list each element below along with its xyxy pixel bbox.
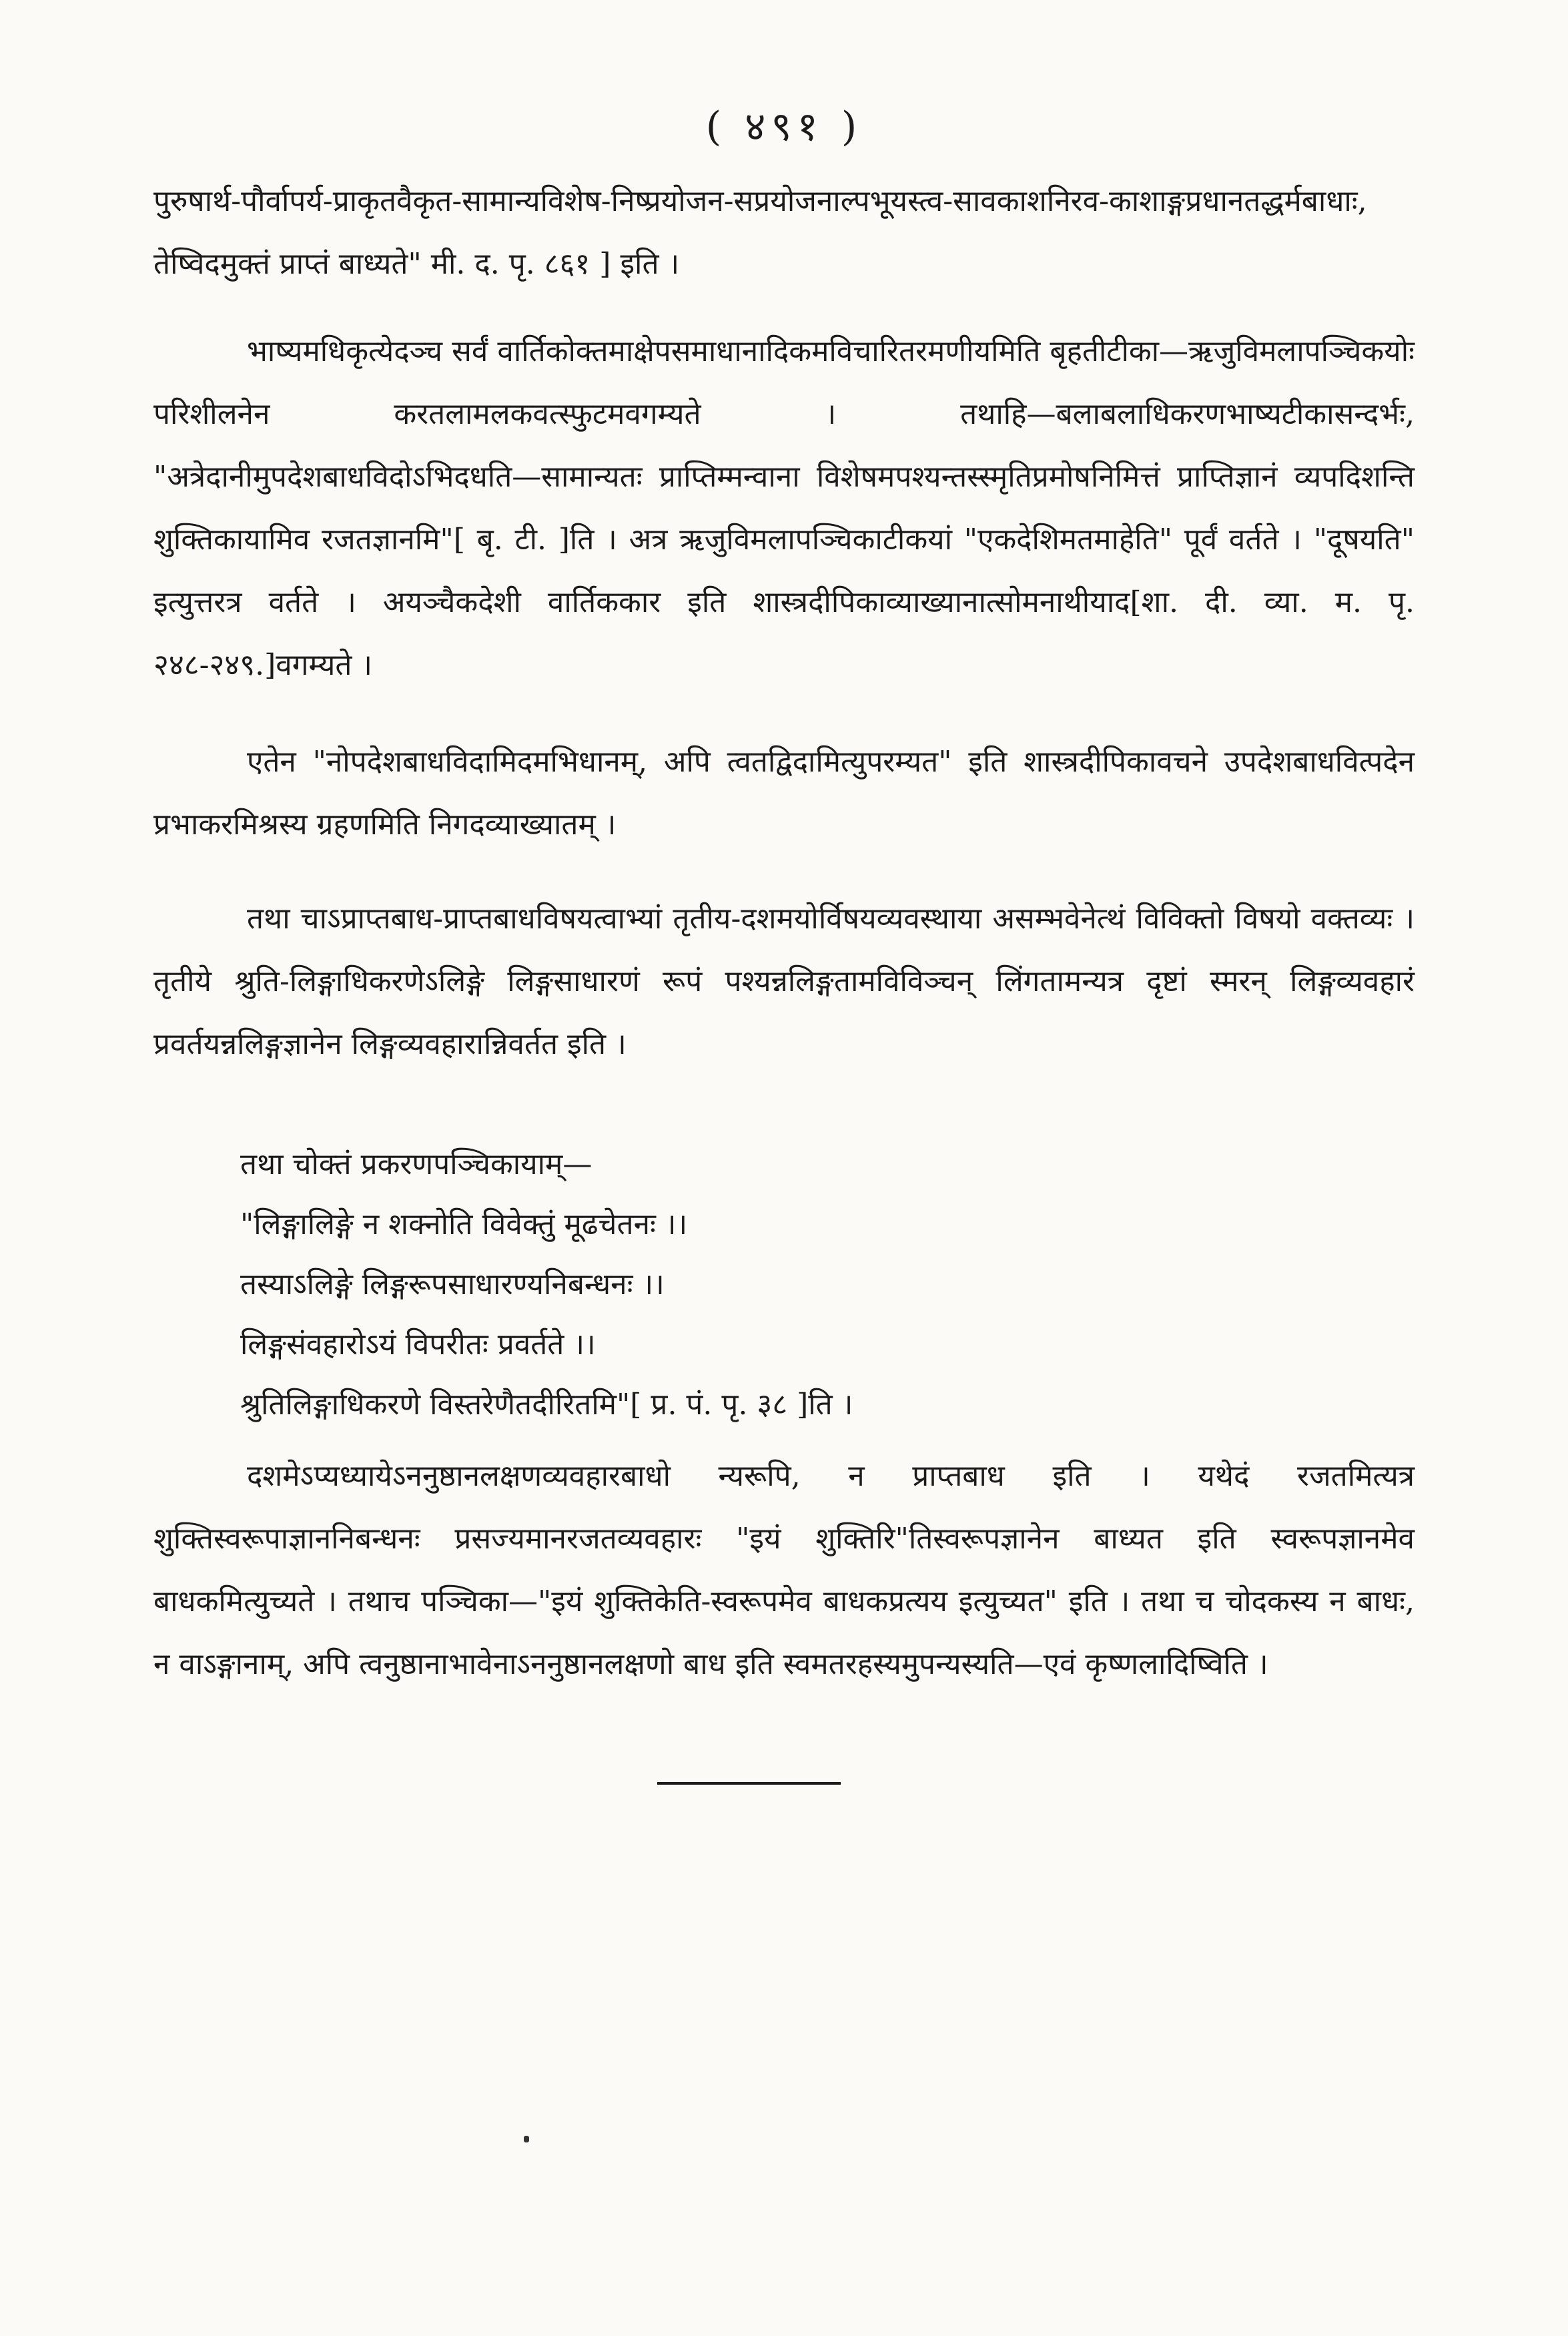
paragraph-tatha — [153, 888, 1415, 1076]
verse-quotation — [240, 1135, 1415, 1435]
verse-line: "लिङ्गालिङ्गे न शक्नोति विवेक्तुं मूढचेतनः ।। — [240, 1207, 688, 1241]
section-end-rule — [657, 1782, 841, 1785]
verse-line: लिङ्गसंवहारोऽयं विपरीतः प्रवर्तते ।। — [240, 1328, 596, 1362]
paragraph-closing — [153, 1445, 1415, 1696]
verse-line: तस्याऽलिङ्गे लिङ्गरूपसाधारण्यनिबन्धनः ।। — [240, 1267, 665, 1301]
verse-line: तथा चोक्तं प्रकरणपञ्चिकायाम्— — [240, 1147, 593, 1181]
paragraph-bhashya — [153, 320, 1415, 697]
paragraph-text: भाष्यमधिकृत्येदञ्च सर्वं वार्तिकोक्तमाक्षेपसमाधानादिकमविचारितरमणीयमिति बृहतीटीका—ऋजुविमलापञ्चिकयोः परिशीलनेन करतलामलकवत्स्फुटमवगम्यते । तथाहि—बलाबलाधिकरणभाष्यटीकासन्दर्भः, "अत्रेदानीमुपदेशबाधविदोऽभिदधति—सामान्यतः प्राप्तिम्मन्वाना विशेषमपश्यन्तस्स्मृतिप्रमोषनिमित्तं प्राप्तिज्ञानं व्यपदिशन्ति शुक्तिकायामिव रजतज्ञानमि"[ बृ. टी. ]ति । अत्र ऋजुविमलापञ्चिकाटीकयां "एकदेशिमतमाहेति" पूर्वं वर्तते । "दूषयति" इत्युत्तरत्र वर्तते । अयञ्चैकदेशी वार्तिककार इति शास्त्रदीपिकाव्याख्यानात्सोमनाथीयाद[शा. दी. व्या. म. पृ. २४८-२४९.]वगम्यते । — [153, 334, 1415, 682]
print-speck — [524, 2136, 529, 2142]
paragraph-text: एतेन "नोपदेशबाधविदामिदमभिधानम्, अपि त्वतद्विदामित्युपरम्यत" इति शास्त्रदीपिकावचने उपदेशबाधवित्पदेन प्रभाकरमिश्रस्य ग्रहणमिति निगदव्याख्यातम् । — [153, 745, 1415, 842]
paragraph-text: तथा चाऽप्राप्तबाध-प्राप्तबाधविषयत्वाभ्यां तृतीय-दशमयोर्विषयव्यवस्थाया असम्भवेनेत्थं विविक्तो विषयो वक्तव्यः । तृतीये श्रुति-लिङ्गाधिकरणेऽलिङ्गे लिङ्गसाधारणं रूपं पश्यन्नलिङ्गतामविविञ्चन् लिंगतामन्यत्र दृष्टां स्मरन् लिङ्गव्यवहारं प्रवर्तयन्नलिङ्गज्ञानेन लिङ्गव्यवहारान्निवर्तत इति । — [153, 902, 1415, 1061]
verse-line: श्रुतिलिङ्गाधिकरणे विस्तरेणैतदीरितमि"[ प्र. पं. पृ. ३८ ]ति । — [240, 1388, 853, 1422]
page-number: ( ४९१ ) — [705, 103, 863, 150]
paragraph-etena — [153, 731, 1415, 856]
paragraph-continued — [153, 170, 1415, 296]
paragraph-text: पुरुषार्थ-पौर्वापर्य-प्राकृतवैकृत-सामान्यविशेष-निष्प्रयोजन-सप्रयोजनाल्पभूयस्त्व-सावकाशनिरव-काशाङ्गप्रधानतद्धर्मबाधाः, तेष्विदमुक्तं प्राप्तं बाध्यते" मी. द. पृ. ८६१ ] इति । — [153, 184, 1367, 281]
paragraph-text: दशमेऽप्यध्यायेऽननुष्ठानलक्षणव्यवहारबाधो न्यरूपि, न प्राप्तबाध इति । यथेदं रजतमित्यत्र शुक्तिस्वरूपाज्ञाननिबन्धनः प्रसज्यमानरजतव्यवहारः "इयं शुक्तिरि"तिस्वरूपज्ञानेन बाध्यत इति स्वरूपज्ञानमेव बाधकमित्युच्यते । तथाच पञ्चिका—"इयं शुक्तिकेति-स्वरूपमेव बाधकप्रत्यय इत्युच्यत" इति । तथा च चोदकस्य न बाधः, न वाऽङ्गानाम्, अपि त्वनुष्ठानाभावेनाऽननुष्ठानलक्षणो बाध इति स्वमतरहस्यमुपन्यस्यति—एवं कृष्णलादिष्विति । — [153, 1459, 1415, 1681]
